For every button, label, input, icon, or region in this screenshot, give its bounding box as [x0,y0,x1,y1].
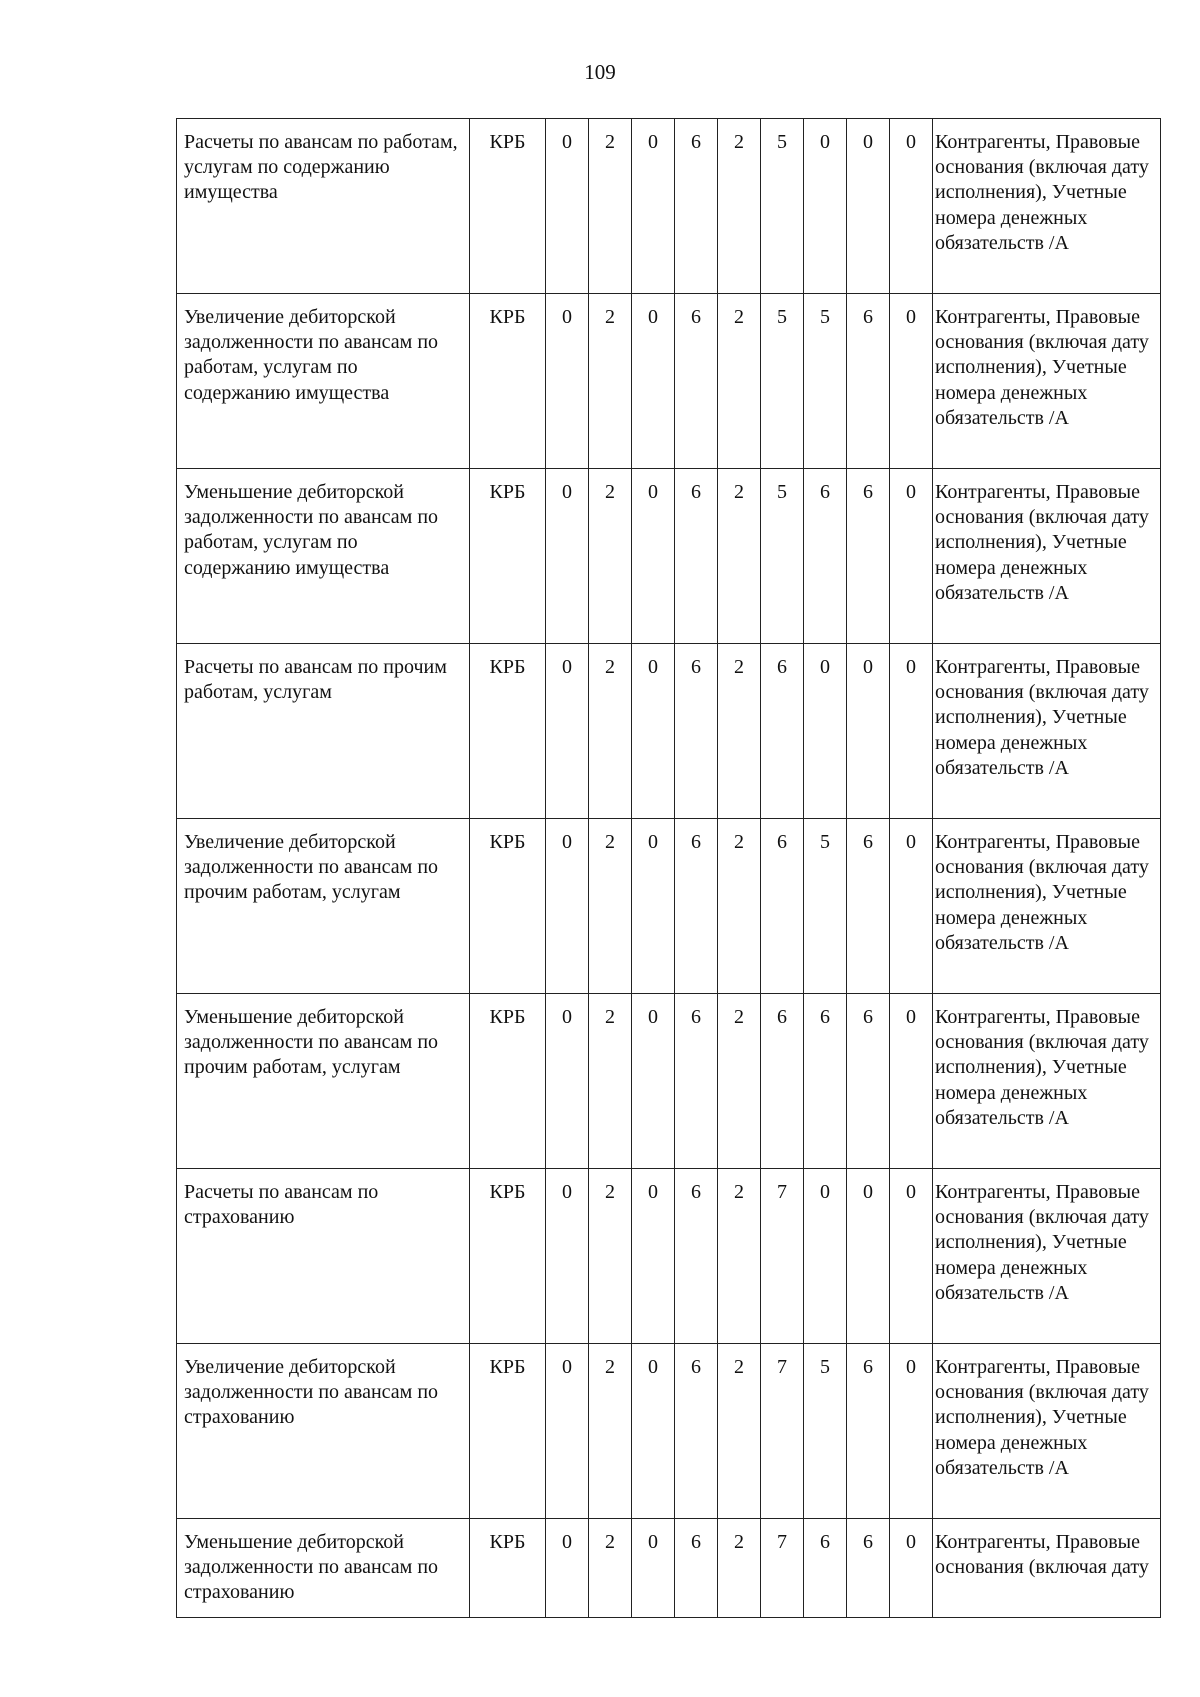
account-digit: 0 [546,119,589,294]
account-digit: 0 [804,644,847,819]
account-digit: 6 [675,294,718,469]
account-digit: 6 [761,994,804,1169]
account-digit: 0 [890,1169,933,1344]
account-digit: 0 [847,644,890,819]
account-digit: 0 [847,119,890,294]
account-digit: 5 [761,469,804,644]
analytics-description: Контрагенты, Правовые основания (включая дату исполнения), Учетные номера денежных обязательств /А [933,469,1161,644]
account-digit: 6 [847,994,890,1169]
account-digit: 6 [675,994,718,1169]
account-digit: 0 [632,469,675,644]
account-digit: 6 [675,469,718,644]
account-digit: 6 [675,819,718,994]
account-name: Увеличение дебиторской задолженности по авансам по страхованию [177,1344,470,1519]
account-digit: 6 [804,1519,847,1618]
account-name: Расчеты по авансам по работам, услугам по содержанию имущества [177,119,470,294]
account-digit: 2 [589,1344,632,1519]
account-digit: 2 [589,1519,632,1618]
account-code: КРБ [470,294,546,469]
account-digit: 6 [675,644,718,819]
account-digit: 2 [718,1519,761,1618]
account-digit: 6 [804,994,847,1169]
account-digit: 2 [718,994,761,1169]
account-code: КРБ [470,644,546,819]
account-digit: 5 [804,294,847,469]
account-digit: 2 [589,644,632,819]
account-name: Увеличение дебиторской задолженности по авансам по прочим работам, услугам [177,819,470,994]
table-row [177,294,1161,469]
account-name: Расчеты по авансам по страхованию [177,1169,470,1344]
account-digit: 2 [718,1169,761,1344]
account-digit: 6 [847,1519,890,1618]
account-digit: 2 [718,819,761,994]
account-digit: 0 [890,119,933,294]
analytics-description: Контрагенты, Правовые основания (включая дату исполнения), Учетные номера денежных обязательств /А [933,294,1161,469]
account-digit: 2 [589,994,632,1169]
account-digit: 0 [546,819,589,994]
account-code: КРБ [470,1344,546,1519]
table-row [177,644,1161,819]
account-digit: 7 [761,1344,804,1519]
account-name: Увеличение дебиторской задолженности по авансам по работам, услугам по содержанию имущества [177,294,470,469]
account-digit: 6 [761,644,804,819]
account-digit: 2 [589,819,632,994]
analytics-description: Контрагенты, Правовые основания (включая дату [933,1519,1161,1618]
table-row [177,1169,1161,1344]
analytics-description: Контрагенты, Правовые основания (включая дату исполнения), Учетные номера денежных обязательств /А [933,819,1161,994]
account-digit: 2 [718,1344,761,1519]
table-row [177,469,1161,644]
account-digit: 0 [632,644,675,819]
account-digit: 6 [847,469,890,644]
account-digit: 6 [847,819,890,994]
account-digit: 2 [718,469,761,644]
account-digit: 6 [761,819,804,994]
account-digit: 0 [890,644,933,819]
account-digit: 6 [675,1519,718,1618]
analytics-description: Контрагенты, Правовые основания (включая дату исполнения), Учетные номера денежных обязательств /А [933,644,1161,819]
account-digit: 0 [546,469,589,644]
account-digit: 2 [589,469,632,644]
account-digit: 0 [804,119,847,294]
account-digit: 6 [675,1344,718,1519]
account-code: КРБ [470,1169,546,1344]
account-digit: 0 [546,644,589,819]
account-digit: 7 [761,1169,804,1344]
analytics-description: Контрагенты, Правовые основания (включая дату исполнения), Учетные номера денежных обязательств /А [933,119,1161,294]
account-digit: 0 [632,994,675,1169]
account-digit: 2 [718,644,761,819]
account-code: КРБ [470,469,546,644]
analytics-description: Контрагенты, Правовые основания (включая дату исполнения), Учетные номера денежных обязательств /А [933,994,1161,1169]
account-digit: 5 [761,294,804,469]
account-digit: 5 [761,119,804,294]
accounts-table [176,118,1161,1618]
account-digit: 0 [890,994,933,1169]
account-name: Уменьшение дебиторской задолженности по авансам по прочим работам, услугам [177,994,470,1169]
account-digit: 2 [589,294,632,469]
account-digit: 5 [804,1344,847,1519]
account-name: Уменьшение дебиторской задолженности по авансам по страхованию [177,1519,470,1618]
account-digit: 0 [890,469,933,644]
account-digit: 0 [632,119,675,294]
account-digit: 6 [847,294,890,469]
account-digit: 0 [546,1169,589,1344]
account-digit: 6 [804,469,847,644]
table-row [177,1344,1161,1519]
account-digit: 6 [675,119,718,294]
account-digit: 0 [632,1344,675,1519]
account-digit: 0 [546,1519,589,1618]
account-digit: 0 [847,1169,890,1344]
account-digit: 0 [546,1344,589,1519]
account-digit: 0 [804,1169,847,1344]
account-code: КРБ [470,119,546,294]
table-row [177,119,1161,294]
account-digit: 2 [718,294,761,469]
account-digit: 5 [804,819,847,994]
table-row [177,994,1161,1169]
account-digit: 7 [761,1519,804,1618]
account-digit: 2 [718,119,761,294]
account-digit: 2 [589,1169,632,1344]
account-digit: 0 [546,294,589,469]
account-name: Уменьшение дебиторской задолженности по авансам по работам, услугам по содержанию имущества [177,469,470,644]
account-digit: 6 [675,1169,718,1344]
analytics-description: Контрагенты, Правовые основания (включая дату исполнения), Учетные номера денежных обязательств /А [933,1169,1161,1344]
account-name: Расчеты по авансам по прочим работам, услугам [177,644,470,819]
page-number: 109 [584,60,616,84]
table-row [177,819,1161,994]
analytics-description: Контрагенты, Правовые основания (включая дату исполнения), Учетные номера денежных обязательств /А [933,1344,1161,1519]
account-digit: 0 [890,1344,933,1519]
account-digit: 6 [847,1344,890,1519]
account-code: КРБ [470,994,546,1169]
account-digit: 0 [890,819,933,994]
account-digit: 0 [632,819,675,994]
account-digit: 0 [546,994,589,1169]
account-code: КРБ [470,1519,546,1618]
account-digit: 0 [890,294,933,469]
account-digit: 0 [632,1519,675,1618]
account-digit: 2 [589,119,632,294]
account-digit: 0 [632,294,675,469]
account-digit: 0 [890,1519,933,1618]
table-row [177,1519,1161,1618]
account-digit: 0 [632,1169,675,1344]
account-code: КРБ [470,819,546,994]
